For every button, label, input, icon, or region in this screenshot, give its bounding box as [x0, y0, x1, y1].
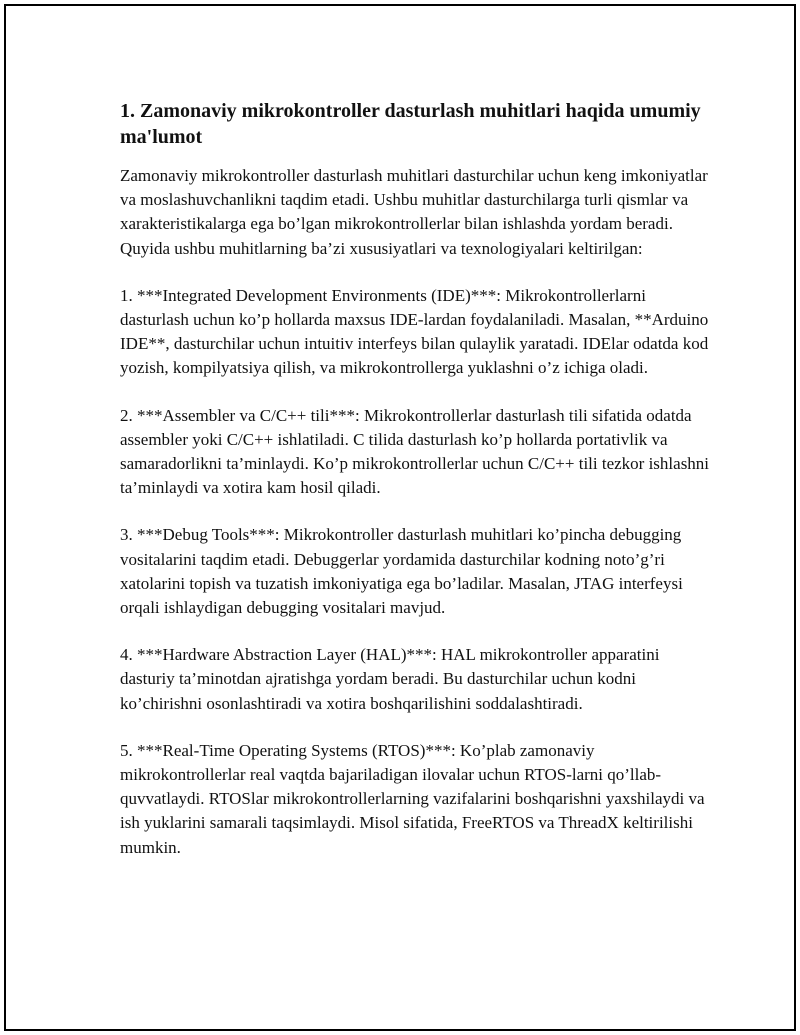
debug-tools-paragraph: 3. ***Debug Tools***: Mikrokontroller dasturlash muhitlari ko’pincha debugging vositalarini taqdim etadi. Debuggerlar yordamida dasturchilar kodning noto’g’ri xatolarini topish va tuzatish imkoniyatiga ega bo’ladilar. Masalan, JTAG interfeysi orqali ishlaydigan debugging vositalari mavjud. [120, 525, 683, 618]
ide-paragraph: 1. ***Integrated Development Environments (IDE)***: Mikrokontrollerlarni dasturlash uchun ko’p hollarda maxsus IDE-lardan foydalaniladi. Masalan, **Arduino IDE**, dasturchilar uchun intuitiv interfeys bilan qulaylik yaratadi. IDElar odatda kod yozish, kompilyatsiya qilish, va mikrokontrollerga yuklashni o’z ichiga oladi. [120, 285, 709, 378]
rtos-paragraph: 5. ***Real-Time Operating Systems (RTOS)***: Ko’plab zamonaviy mikrokontrollerlar real vaqtda bajariladigan ilovalar uchun RTOS-larni qo’llab-quvvatlaydi. RTOSlar mikrokontrollerlarning vazifalarini boshqarishni yaxshilaydi va ish yuklarini samarali taqsimlaydi. Misol sifatida, FreeRTOS va ThreadX keltirilishi mumkin. [120, 740, 705, 857]
section-heading: 1. Zamonaviy mikrokontroller dasturlash muhitlari haqida umumiy ma'lumot [120, 100, 701, 148]
assembler-c-paragraph: 2. ***Assembler va C/C++ tili***: Mikrokontrollerlar dasturlash tili sifatida odatda assembler yoki C/C++ ishlatiladi. C tilida dasturlash ko’p hollarda portativlik va samaradorlikni ta’minlaydi. Ko’p mikrokontrollerlar uchun C/C++ tili tezkor ishlashni ta’minlaydi va xotira kam hosil qiladi. [120, 405, 710, 498]
intro-paragraph: Zamonaviy mikrokontroller dasturlash muhitlari dasturchilar uchun keng imkoniyatlar va moslashuvchanlikni taqdim etadi. Ushbu muhitlar dasturchilarga turli qismlar va xarakteristikalarga ega bo’lgan mikrokontrollerlar bilan ishlashda yordam beradi. Quyida ushbu muhitlarning ba’zi xususiyatlari va texnologiyalari keltirilgan: [120, 166, 708, 258]
page-frame [4, 4, 796, 1031]
hal-paragraph: 4. ***Hardware Abstraction Layer (HAL)***: HAL mikrokontroller apparatini dasturiy ta’minotdan ajratishga yordam beradi. Bu dasturchilar uchun kodni ko’chirishni osonlashtiradi va xotira boshqarilishini soddalashtiradi. [120, 645, 660, 713]
document-body [120, 98, 710, 883]
